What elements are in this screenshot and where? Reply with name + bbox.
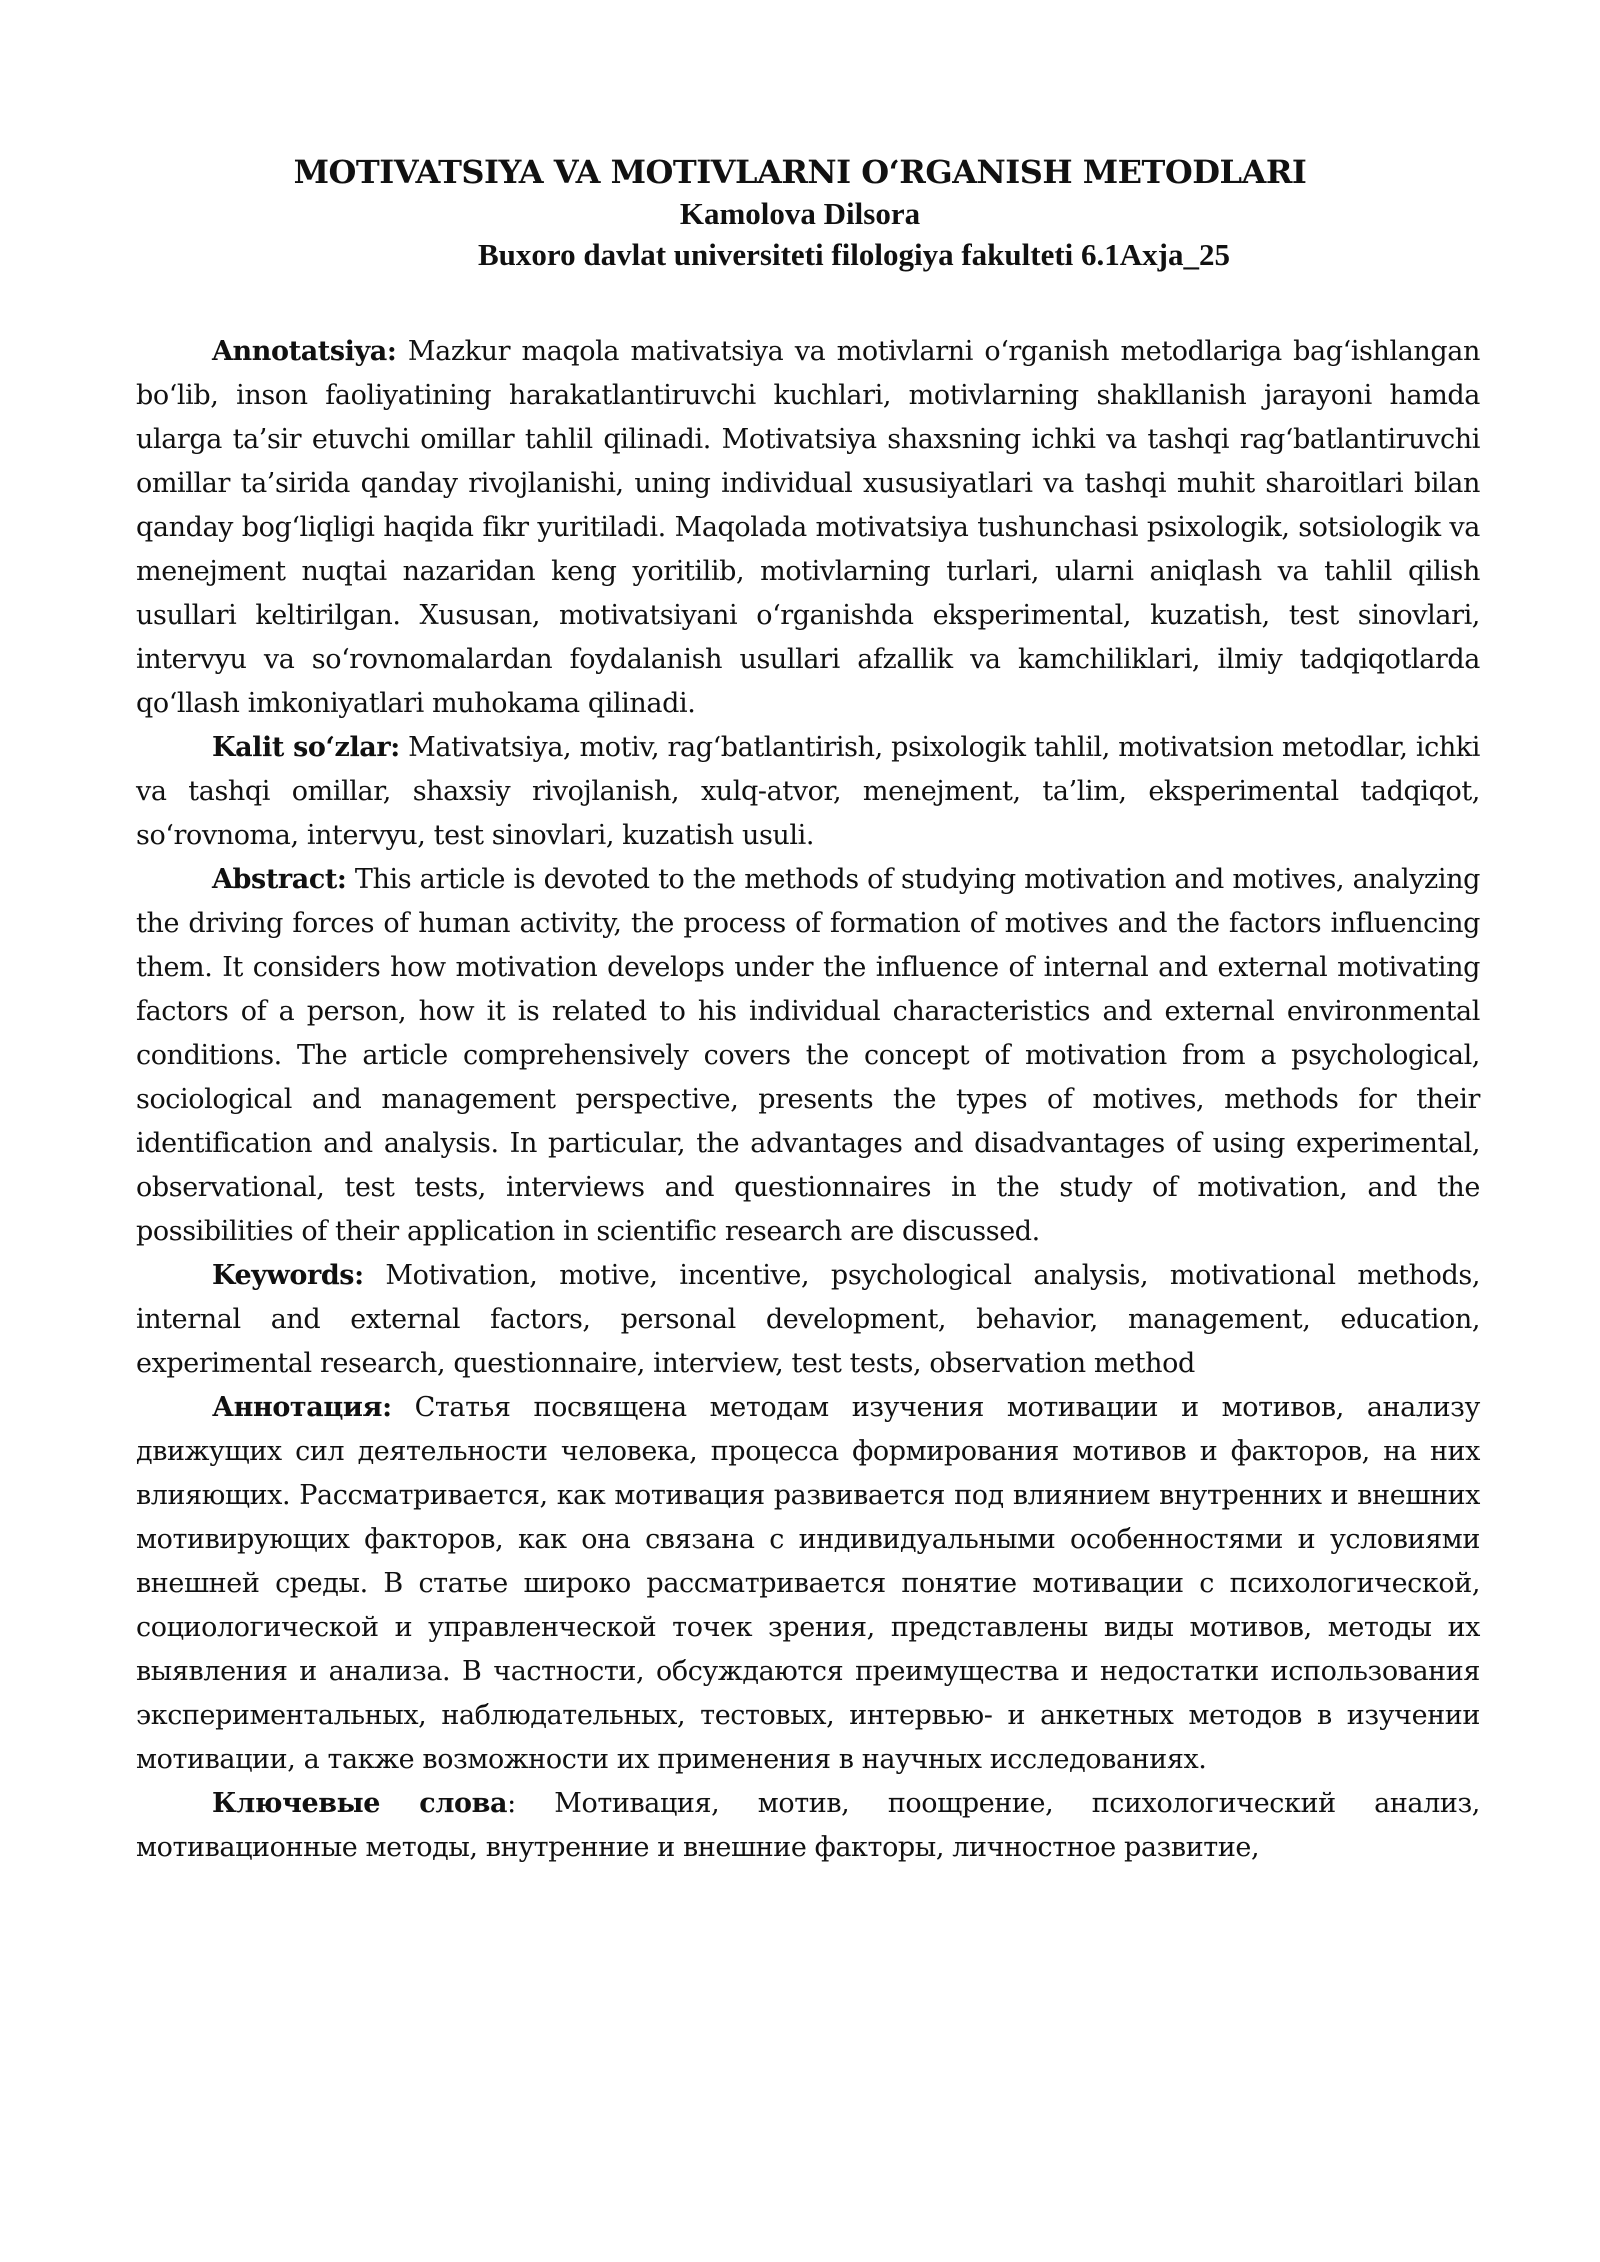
abstract-en-paragraph	[136, 858, 1480, 1254]
abstract-en-label: Abstract:	[212, 864, 347, 895]
keywords-en-label: Keywords:	[212, 1260, 364, 1291]
annotation-uz-text: Mazkur maqola mativatsiya va motivlarni o‘rganish metodlariga bag‘ishlangan bo‘lib, inson faoliyatining harakatlantiruvchi kuchlari, motivlarning shakllanish jarayoni hamda ularga ta’sir etuvchi omillar tahlil qilinadi. Motivatsiya shaxsning ichki va tashqi rag‘batlantiruvchi omillar ta’sirida qanday rivojlanishi, uning individual xususiyatlari va tashqi muhit sharoitlari bilan qanday bog‘liqligi haqida fikr yuritiladi. Maqolada motivatsiya tushunchasi psixologik, sotsiologik va menejment nuqtai nazaridan keng yoritilib, motivlarning turlari, ularni aniqlash va tahlil qilish usullari keltirilgan. Xususan, motivatsiyani o‘rganishda eksperimental, kuzatish, test sinovlari, intervyu va so‘rovnomalardan foydalanish usullari afzallik va kamchiliklari, ilmiy tadqiqotlarda qo‘llash imkoniyatlari muhokama qilinadi.	[136, 336, 1480, 719]
keywords-uz-label: Kalit so‘zlar:	[212, 732, 400, 763]
keywords-en-paragraph	[136, 1254, 1480, 1386]
annotation-ru-text: Статья посвящена методам изучения мотивации и мотивов, анализу движущих сил деятельности человека, процесса формирования мотивов и факторов, на них влияющих. Рассматривается, как мотивация развивается под влиянием внутренних и внешних мотивирующих факторов, как она связана с индивидуальными особенностями и условиями внешней среды. В статье широко рассматривается понятие мотивации с психологической, социологической и управленческой точек зрения, представлены виды мотивов, методы их выявления и анализа. В частности, обсуждаются преимущества и недостатки использования экспериментальных, наблюдательных, тестовых, интервью- и анкетных методов в изучении мотивации, а также возможности их применения в научных исследованиях.	[136, 1392, 1480, 1775]
annotation-uz-paragraph	[136, 330, 1480, 726]
paper-title: MOTIVATSIYA VA MOTIVLARNI O‘RGANISH METODLARI	[293, 153, 1307, 191]
annotation-ru-paragraph	[136, 1386, 1480, 1782]
annotation-uz-label: Annotatsiya:	[212, 336, 397, 367]
annotation-ru-label: Аннотация:	[212, 1392, 392, 1423]
abstract-en-text: This article is devoted to the methods of studying motivation and motives, analyzing the driving forces of human activity, the process of formation of motives and the factors influencing them. It considers how motivation develops under the influence of internal and external motivating factors of a person, how it is related to his individual characteristics and external environmental conditions. The article comprehensively covers the concept of motivation from a psychological, sociological and management perspective, presents the types of motives, methods for their identification and analysis. In particular, the advantages and disadvantages of using experimental, observational, test tests, interviews and questionnaires in the study of motivation, and the possibilities of their application in scientific research are discussed.	[136, 864, 1480, 1247]
keywords-ru-text: : Мотивация, мотив, поощрение, психологический анализ, мотивационные методы, внутренние и внешние факторы, личностное развитие,	[136, 1788, 1480, 1863]
article-body	[136, 330, 1480, 1870]
keywords-en-text: Motivation, motive, incentive, psychological analysis, motivational methods, internal and external factors, personal development, behavior, management, education, experimental research, questionnaire, interview, test tests, observation method	[136, 1260, 1480, 1379]
keywords-uz-paragraph	[136, 726, 1480, 858]
author-name: Kamolova Dilsora	[679, 196, 921, 231]
keywords-ru-label: Ключевые слова	[212, 1788, 508, 1819]
author-affiliation: Buxoro davlat universiteti filologiya fakulteti 6.1Axja_25	[477, 237, 1231, 272]
keywords-ru-paragraph	[136, 1782, 1480, 1870]
keywords-uz-text: Mativatsiya, motiv, rag‘batlantirish, psixologik tahlil, motivatsion metodlar, ichki va tashqi omillar, shaxsiy rivojlanish, xulq-atvor, menejment, ta’lim, eksperimental tadqiqot, so‘rovnoma, intervyu, test sinovlari, kuzatish usuli.	[136, 732, 1480, 851]
